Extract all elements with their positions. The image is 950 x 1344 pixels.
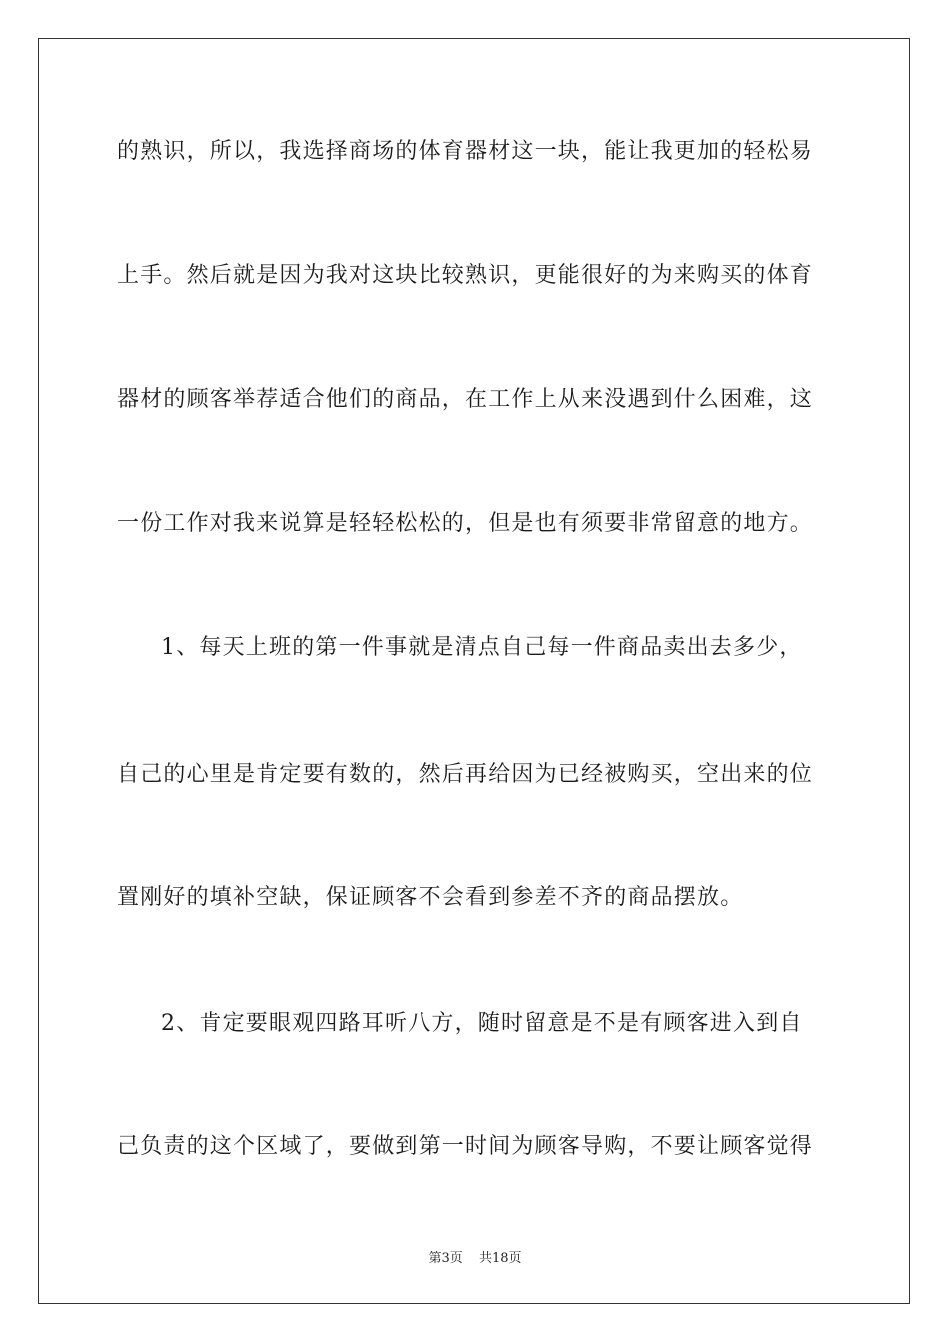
body-line-8: 2、肯定要眼观四路耳听八方，随时留意是不是有顾客进入到自 <box>161 1011 803 1036</box>
body-line-9: 己负责的这个区域了，要做到第一时间为顾客导购，不要让顾客觉得 <box>117 1134 814 1159</box>
body-line-3: 器材的顾客举荐适合他们的商品，在工作上从来没遇到什么困难，这 <box>117 387 814 412</box>
body-line-4: 一份工作对我来说算是轻轻松松的，但是也有须要非常留意的地方。 <box>117 511 814 536</box>
page-border <box>38 38 910 1304</box>
body-line-6: 自己的心里是肯定要有数的，然后再给因为已经被购买，空出来的位 <box>117 762 814 787</box>
page-total: 共18页 <box>478 1251 522 1266</box>
body-line-2: 上手。然后就是因为我对这块比较熟识，更能很好的为来购买的体育 <box>117 263 814 288</box>
page-footer <box>0 1247 950 1266</box>
body-line-1: 的熟识，所以，我选择商场的体育器材这一块，能让我更加的轻松易 <box>117 139 814 164</box>
body-line-7: 置刚好的填补空缺，保证顾客不会看到参差不齐的商品摆放。 <box>117 885 744 910</box>
body-line-5: 1、每天上班的第一件事就是清点自己每一件商品卖出去多少， <box>161 635 803 660</box>
page-number: 第3页 <box>428 1251 463 1266</box>
